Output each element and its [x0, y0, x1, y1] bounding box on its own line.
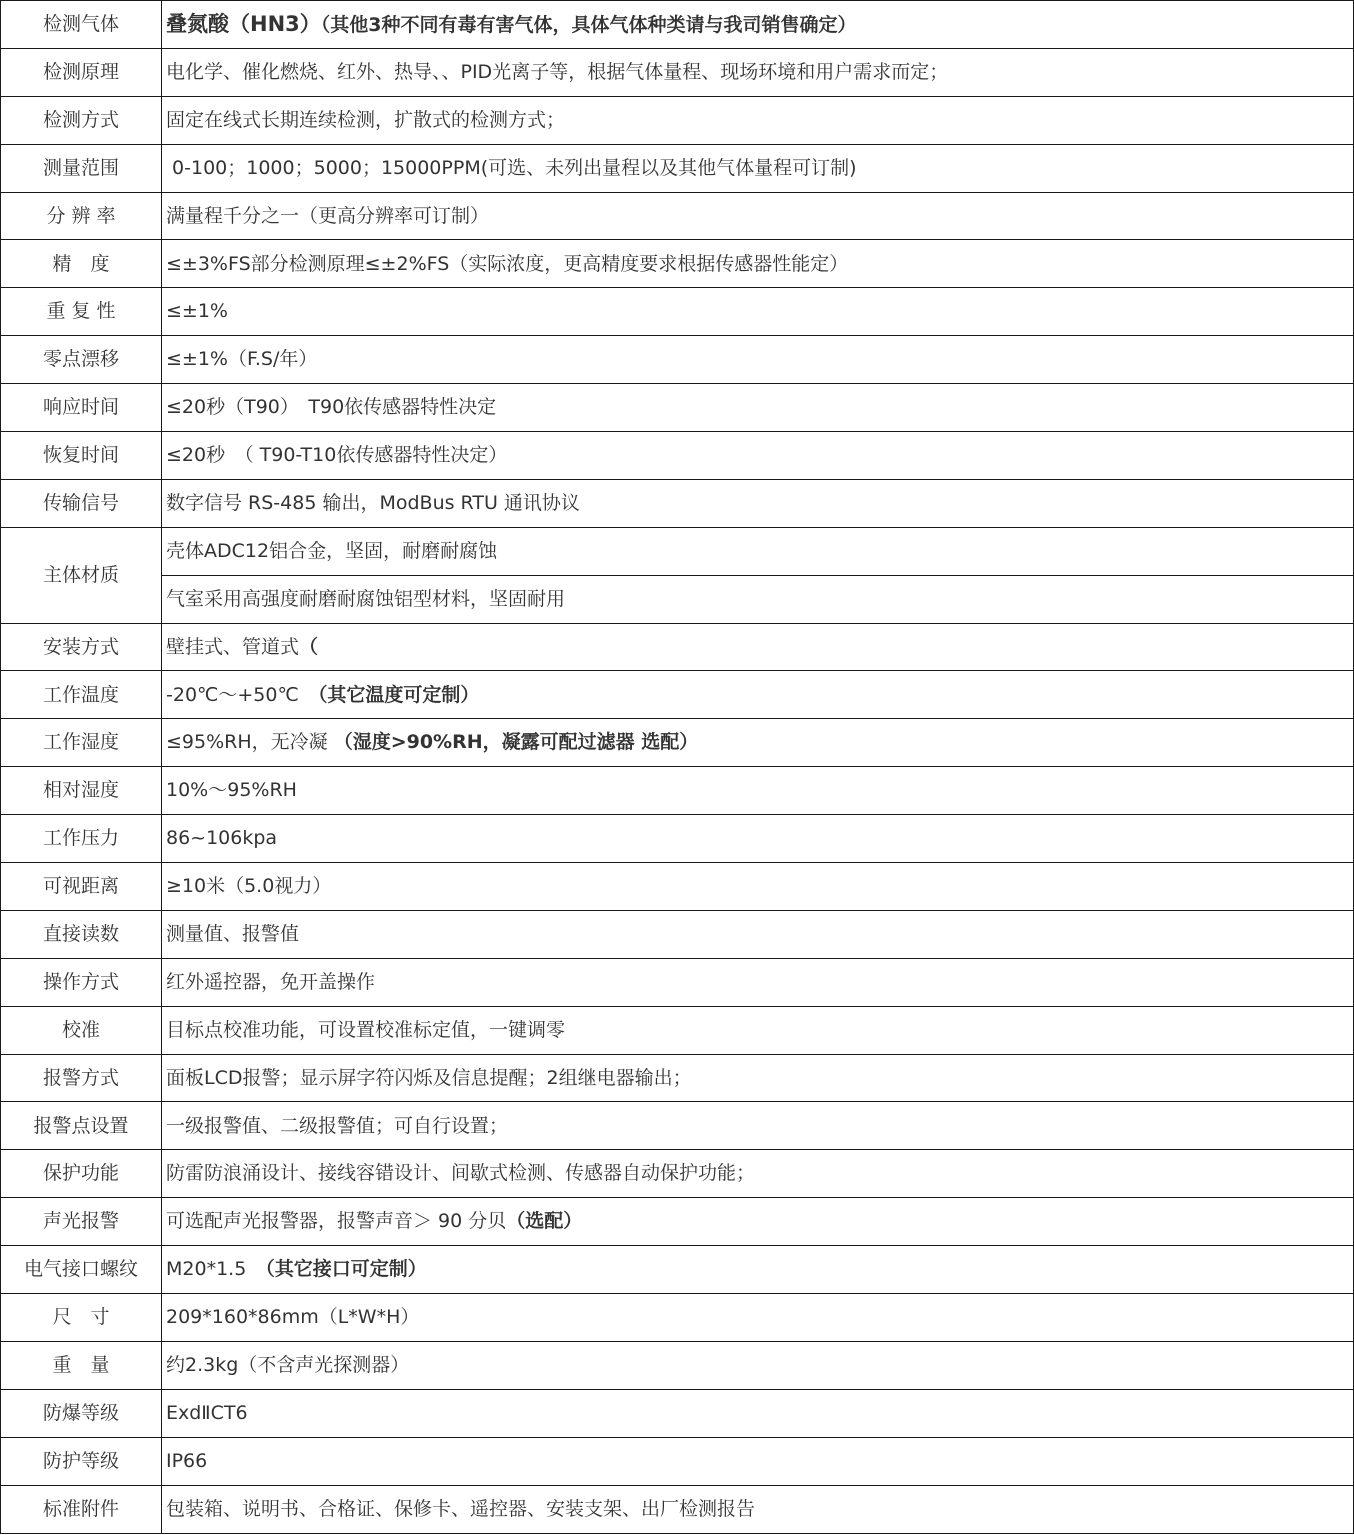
spec-label: 主体材质 — [1, 527, 162, 623]
spec-label: 重 复 性 — [1, 288, 162, 336]
table-row — [1, 1150, 1354, 1198]
table-row — [1, 192, 1354, 240]
table-row — [1, 48, 1354, 96]
spec-label: 可视距离 — [1, 863, 162, 911]
table-row — [1, 767, 1354, 815]
spec-value-text: 0-100；1000；5000；15000PPM(可选、未列出量程以及其他气体量程可订制) — [166, 156, 857, 179]
spec-value-text: （湿度>90%RH，凝露可配过滤器 选配） — [333, 731, 699, 754]
spec-value — [162, 910, 1354, 958]
table-row — [1, 527, 1354, 575]
spec-label: 相对湿度 — [1, 767, 162, 815]
spec-value-text: IP66 — [166, 1449, 208, 1472]
spec-value — [162, 1102, 1354, 1150]
spec-value-text: 10%～95%RH — [166, 779, 297, 802]
spec-value-text: 86~106kpa — [166, 827, 278, 850]
table-row — [1, 671, 1354, 719]
spec-value — [162, 575, 1354, 623]
spec-value — [162, 1006, 1354, 1054]
spec-value — [162, 288, 1354, 336]
spec-label: 检测方式 — [1, 96, 162, 144]
table-row — [1, 1485, 1354, 1533]
spec-label: 响应时间 — [1, 384, 162, 432]
spec-value-text: 目标点校准功能，可设置校准标定值，一键调零 — [166, 1018, 566, 1041]
spec-label: 保护功能 — [1, 1150, 162, 1198]
spec-label: 防护等级 — [1, 1437, 162, 1485]
spec-value — [162, 1437, 1354, 1485]
spec-value-text: -20℃～+50℃ — [166, 683, 318, 706]
spec-value-text: 包装箱、说明书、合格证、保修卡、遥控器、安装支架、出厂检测报告 — [166, 1497, 756, 1520]
table-row — [1, 719, 1354, 767]
spec-label: 测量范围 — [1, 144, 162, 192]
spec-label: 尺 寸 — [1, 1294, 162, 1342]
spec-label: 重 量 — [1, 1341, 162, 1389]
spec-value-text: M20*1.5 — [166, 1258, 266, 1281]
spec-value-text: 叠氮酸（HN3） — [166, 11, 321, 36]
spec-value — [162, 96, 1354, 144]
table-row — [1, 336, 1354, 384]
spec-value — [162, 863, 1354, 911]
spec-label: 电气接口螺纹 — [1, 1246, 162, 1294]
table-row — [1, 958, 1354, 1006]
spec-value — [162, 1294, 1354, 1342]
spec-value — [162, 1, 1354, 49]
spec-label: 工作湿度 — [1, 719, 162, 767]
table-row — [1, 815, 1354, 863]
spec-value — [162, 384, 1354, 432]
spec-value-text: ExdⅡCT6 — [166, 1401, 248, 1424]
spec-value-text: 壳体ADC12铝合金，坚固，耐磨耐腐蚀 — [166, 539, 498, 562]
spec-value-text: （ — [299, 635, 319, 658]
spec-value-text: （选配） — [506, 1210, 583, 1233]
table-row — [1, 240, 1354, 288]
spec-value — [162, 336, 1354, 384]
spec-value — [162, 192, 1354, 240]
spec-value-text: 测量值、报警值 — [166, 922, 300, 945]
spec-value-text: ≤20秒（T90） T90依传感器特性决定 — [166, 396, 497, 419]
spec-label: 防爆等级 — [1, 1389, 162, 1437]
spec-value — [162, 1198, 1354, 1246]
spec-value-text: 一级报警值、二级报警值；可自行设置； — [166, 1114, 509, 1137]
spec-label: 工作温度 — [1, 671, 162, 719]
spec-value — [162, 671, 1354, 719]
spec-value — [162, 719, 1354, 767]
table-row — [1, 1054, 1354, 1102]
spec-label: 工作压力 — [1, 815, 162, 863]
spec-label: 恢复时间 — [1, 432, 162, 480]
spec-value-text: （其他3种不同有毒有害气体，具体气体种类请与我司销售确定） — [320, 13, 857, 36]
spec-value-text: 气室采用高强度耐磨耐腐蚀铝型材料，坚固耐用 — [166, 587, 566, 610]
spec-value-text: ≤95%RH，无冷凝 — [166, 731, 334, 754]
spec-label: 报警方式 — [1, 1054, 162, 1102]
spec-value — [162, 48, 1354, 96]
spec-value — [162, 527, 1354, 575]
table-row — [1, 575, 1354, 623]
table-row — [1, 1102, 1354, 1150]
table-row — [1, 1246, 1354, 1294]
table-row — [1, 1437, 1354, 1485]
spec-value-text: 电化学、催化燃烧、红外、热导、、PID光离子等，根据气体量程、现场环境和用户需求而定； — [166, 60, 949, 83]
spec-label: 精 度 — [1, 240, 162, 288]
spec-value-text: 面板LCD报警；显示屏字符闪烁及信息提醒；2组继电器输出； — [166, 1066, 692, 1089]
spec-value — [162, 1150, 1354, 1198]
spec-value — [162, 1389, 1354, 1437]
spec-value — [162, 958, 1354, 1006]
spec-label: 校准 — [1, 1006, 162, 1054]
table-row — [1, 863, 1354, 911]
spec-table-body — [1, 1, 1354, 1534]
table-row — [1, 910, 1354, 958]
table-row — [1, 1198, 1354, 1246]
table-row — [1, 1389, 1354, 1437]
spec-value-text: 满量程千分之一（更高分辨率可订制） — [166, 204, 490, 227]
spec-value — [162, 815, 1354, 863]
spec-value-text: 可选配声光报警器，报警声音＞ 90 分贝 — [166, 1210, 507, 1233]
spec-value-text: ≤±1%（F.S/年） — [166, 348, 318, 371]
spec-value — [162, 1485, 1354, 1533]
spec-value-text: 约2.3kg（不含声光探测器） — [166, 1353, 410, 1376]
spec-value-text: （其它接口可定制） — [265, 1258, 427, 1281]
spec-value — [162, 623, 1354, 671]
spec-value — [162, 1341, 1354, 1389]
table-row — [1, 432, 1354, 480]
spec-value — [162, 767, 1354, 815]
spec-value-text: ≤±1% — [166, 300, 228, 323]
table-row — [1, 1294, 1354, 1342]
spec-value — [162, 479, 1354, 527]
spec-value — [162, 432, 1354, 480]
spec-value — [162, 144, 1354, 192]
spec-label: 零点漂移 — [1, 336, 162, 384]
table-row — [1, 96, 1354, 144]
spec-value — [162, 1246, 1354, 1294]
spec-label: 标准附件 — [1, 1485, 162, 1533]
spec-label: 声光报警 — [1, 1198, 162, 1246]
spec-value-text: ≤20秒 （ T90-T10依传感器特性决定） — [166, 444, 508, 467]
spec-label: 传输信号 — [1, 479, 162, 527]
spec-value-text: 红外遥控器，免开盖操作 — [166, 970, 376, 993]
table-row — [1, 1, 1354, 49]
spec-value-text: ≤±3%FS部分检测原理≤±2%FS（实际浓度，更高精度要求根据传感器性能定） — [166, 252, 849, 275]
spec-value-text: ≥10米（5.0视力） — [166, 875, 332, 898]
table-row — [1, 623, 1354, 671]
table-row — [1, 288, 1354, 336]
spec-value-text: （其它温度可定制） — [317, 683, 480, 706]
spec-value — [162, 1054, 1354, 1102]
spec-value-text: 数字信号 RS-485 输出，ModBus RTU 通讯协议 — [166, 491, 580, 514]
table-row — [1, 479, 1354, 527]
spec-value-text: 固定在线式长期连续检测，扩散式的检测方式； — [166, 108, 566, 131]
spec-label: 报警点设置 — [1, 1102, 162, 1150]
spec-label: 安装方式 — [1, 623, 162, 671]
spec-label: 分 辨 率 — [1, 192, 162, 240]
table-row — [1, 1006, 1354, 1054]
table-row — [1, 1341, 1354, 1389]
table-row — [1, 144, 1354, 192]
spec-label: 直接读数 — [1, 910, 162, 958]
spec-value-text: 壁挂式、管道式 — [166, 635, 300, 658]
spec-value — [162, 240, 1354, 288]
spec-value-text: 209*160*86mm（L*W*H） — [166, 1306, 420, 1329]
spec-label: 检测原理 — [1, 48, 162, 96]
spec-label: 操作方式 — [1, 958, 162, 1006]
spec-value-text: 防雷防浪涌设计、接线容错设计、间歇式检测、传感器自动保护功能； — [166, 1162, 756, 1185]
table-row — [1, 384, 1354, 432]
spec-label: 检测气体 — [1, 1, 162, 49]
